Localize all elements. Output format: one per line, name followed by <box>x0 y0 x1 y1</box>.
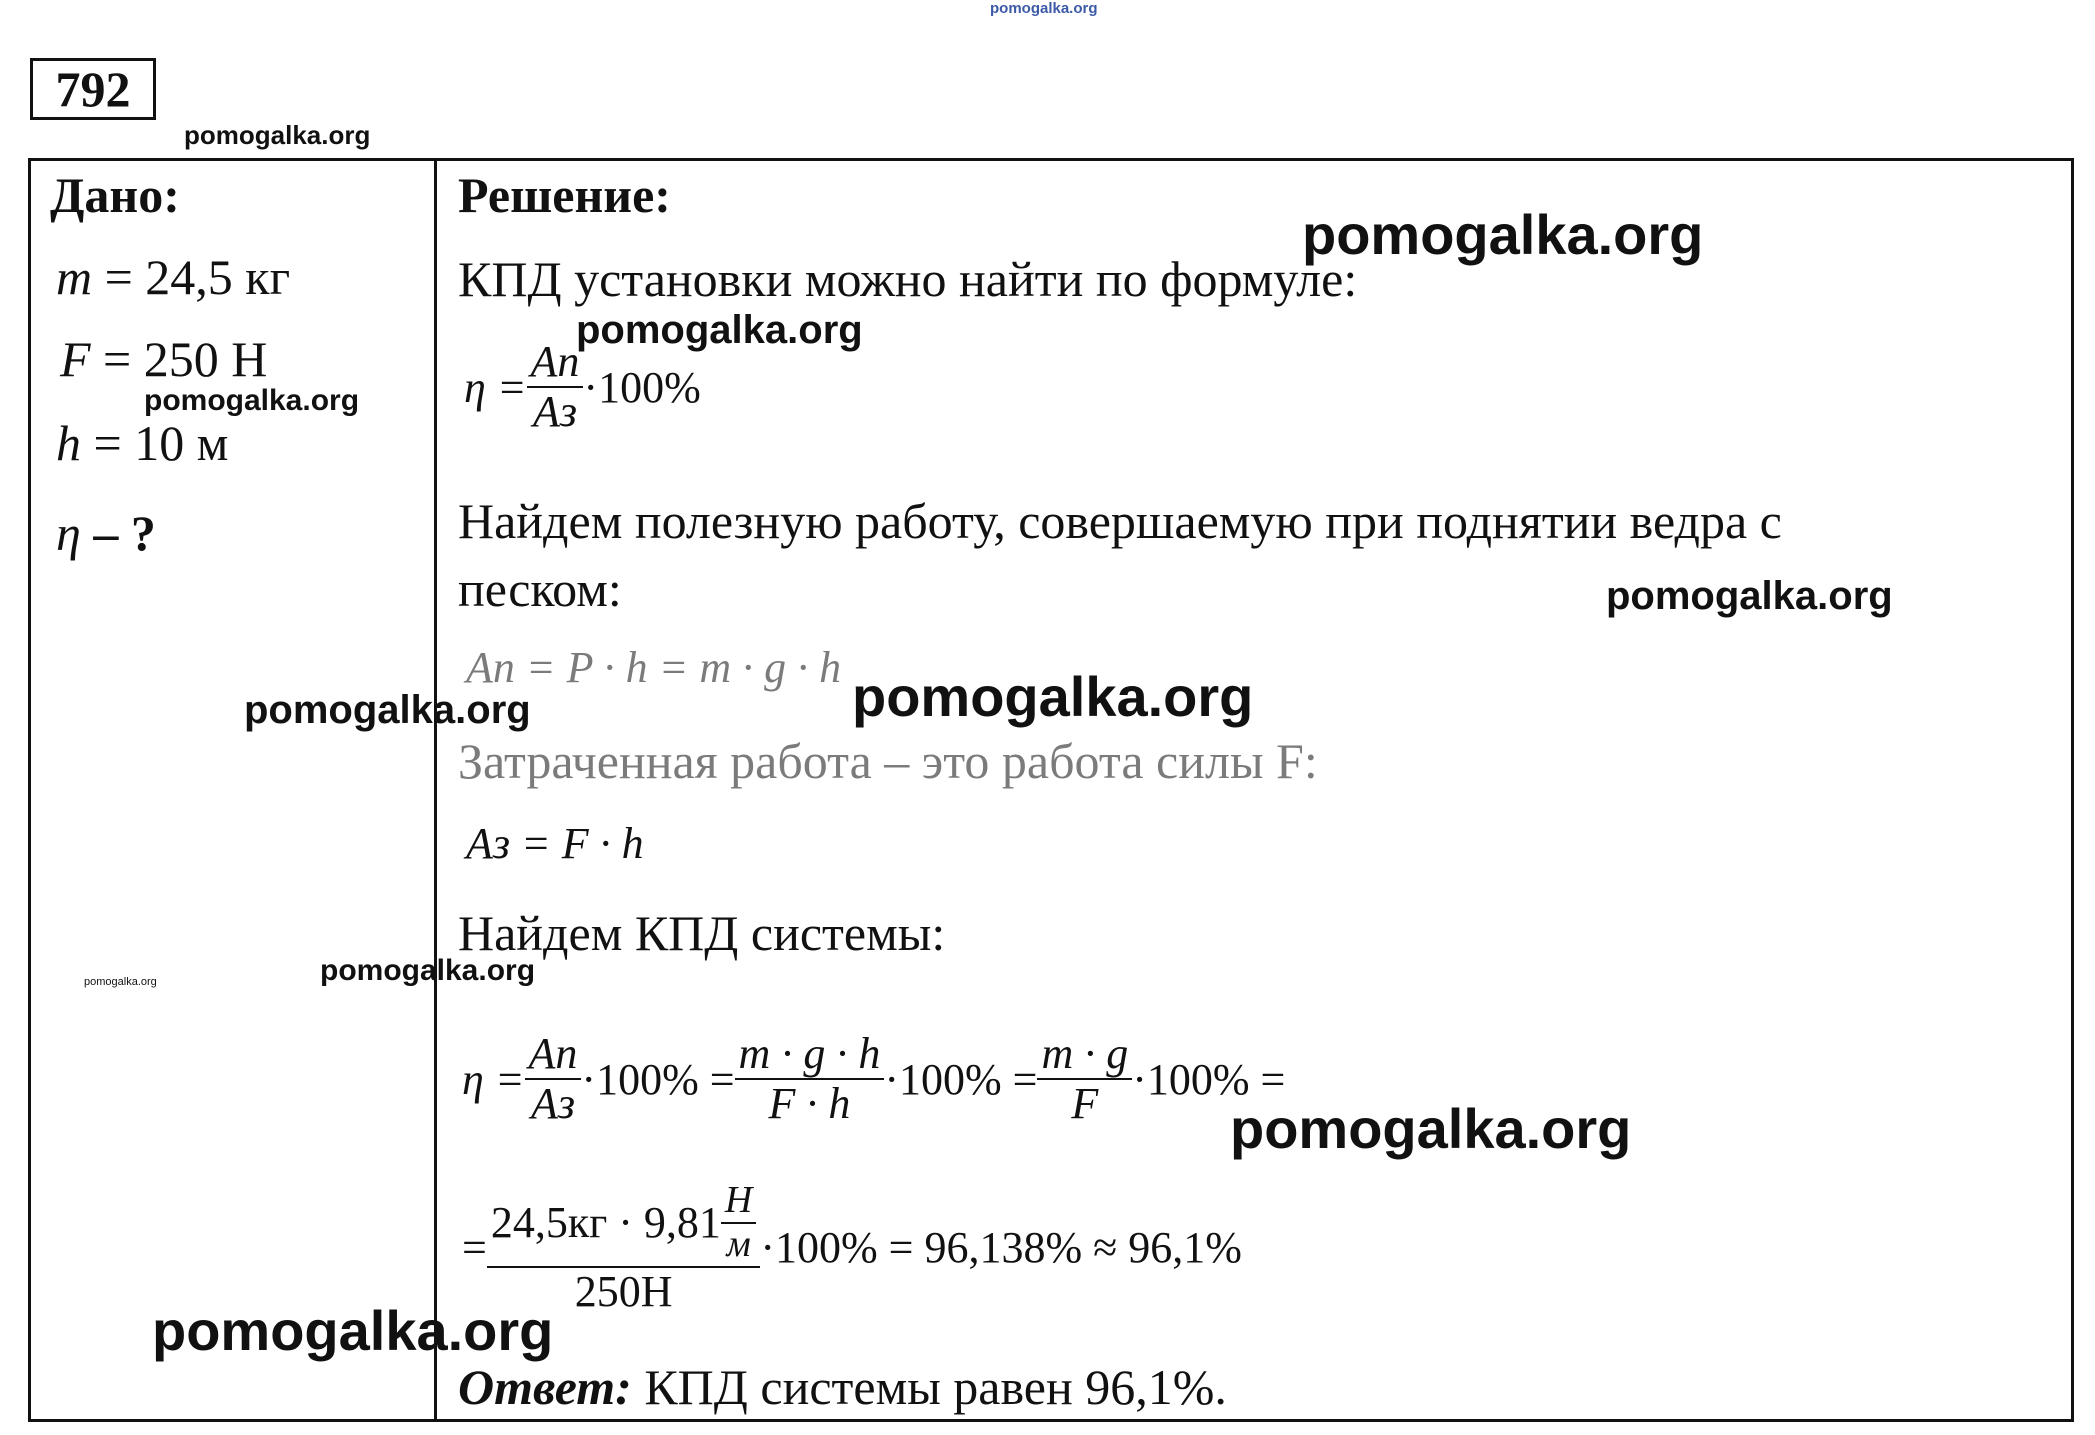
watermark: pomogalka.org <box>576 308 863 352</box>
solution-line5: Найдем КПД системы: <box>458 905 946 961</box>
formula4-f2-num: m · g · h <box>738 1029 881 1078</box>
watermark-top: pomogalka.org <box>990 0 1098 17</box>
formula-efficiency-expanded <box>462 1030 1285 1129</box>
given-heading: Дано: <box>50 167 180 223</box>
watermark: pomogalka.org <box>144 384 360 417</box>
problem-number: 792 <box>30 58 156 120</box>
formula4-f1-den: Aз <box>530 1079 575 1129</box>
formula5-unit-num: Н <box>724 1179 753 1221</box>
formula4-frac2 <box>735 1030 885 1129</box>
watermark: pomogalka.org <box>84 976 157 988</box>
formula1-den: Aз <box>532 387 577 437</box>
given-m <box>56 248 290 306</box>
formula4-f1-num: Aп <box>528 1029 578 1078</box>
formula4-mid2: ·100% = <box>884 1054 1038 1104</box>
given-m-value: = 24,5 кг <box>104 249 291 305</box>
given-eta-symbol: η <box>56 505 81 561</box>
formula5-num <box>487 1180 761 1266</box>
table-divider <box>434 158 437 1422</box>
given-F-symbol: F <box>60 331 91 387</box>
formula4-f3-num: m · g <box>1041 1029 1129 1078</box>
given-h-symbol: h <box>56 415 81 471</box>
solution-line1: КПД установки можно найти по формуле: <box>458 251 1358 307</box>
formula5-unit-den: м <box>726 1222 751 1265</box>
watermark: pomogalka.org <box>1230 1097 1632 1160</box>
watermark: pomogalka.org <box>320 954 536 987</box>
formula1-num: Aп <box>530 337 580 386</box>
formula-spent-work <box>466 818 644 869</box>
formula4-frac3 <box>1037 1030 1132 1129</box>
watermark: pomogalka.org <box>152 1299 554 1362</box>
solution-heading: Решение: <box>458 167 671 223</box>
formula5-frac <box>487 1180 761 1316</box>
formula1-lhs: η = <box>464 362 527 412</box>
formula3-text: Aз = F · h <box>466 819 644 868</box>
formula4-mid1: ·100% = <box>581 1054 735 1104</box>
formula1-rhs: ·100% <box>583 362 701 412</box>
watermark: pomogalka.org <box>852 665 1254 728</box>
watermark: pomogalka.org <box>244 688 531 732</box>
answer <box>458 1358 1227 1416</box>
watermark: pomogalka.org <box>184 120 371 150</box>
solution-line3: песком: <box>458 561 622 617</box>
formula5-rhs: ·100% = 96,138% ≈ 96,1% <box>760 1223 1242 1273</box>
watermark: pomogalka.org <box>1606 574 1893 618</box>
given-F-value: = 250 Н <box>103 331 268 387</box>
solution-line4: Затраченная работа – это работа силы F: <box>458 733 1318 789</box>
formula1-fraction <box>527 338 584 437</box>
formula5-num-a: 24,5кг · 9,81 <box>490 1197 721 1247</box>
given-m-symbol: m <box>56 249 93 305</box>
formula5-unit-frac <box>721 1180 756 1266</box>
formula5-den: 250Н <box>574 1266 673 1316</box>
formula-useful-work <box>466 642 841 693</box>
given-eta <box>56 504 156 562</box>
formula4-frac1 <box>525 1030 582 1129</box>
formula4-f3-den: F <box>1071 1079 1099 1129</box>
formula5-lhs: = <box>462 1223 487 1273</box>
formula2-text: Aп = P · h = m · g · h <box>466 643 842 692</box>
solution-line2: Найдем полезную работу, совершаемую при поднятии ведра с <box>458 493 1782 549</box>
answer-label: Ответ: <box>458 1359 632 1415</box>
watermark: pomogalka.org <box>1302 203 1704 266</box>
given-h <box>56 414 228 472</box>
formula4-end: ·100% = <box>1132 1054 1286 1104</box>
formula4-f2-den: F · h <box>768 1079 851 1129</box>
given-h-value: = 10 м <box>93 415 229 471</box>
given-eta-value: – ? <box>93 505 156 561</box>
formula4-lhs: η = <box>462 1054 525 1104</box>
answer-text: КПД системы равен 96,1%. <box>644 1359 1227 1415</box>
given-F <box>60 330 267 388</box>
formula-numeric <box>462 1180 1242 1316</box>
